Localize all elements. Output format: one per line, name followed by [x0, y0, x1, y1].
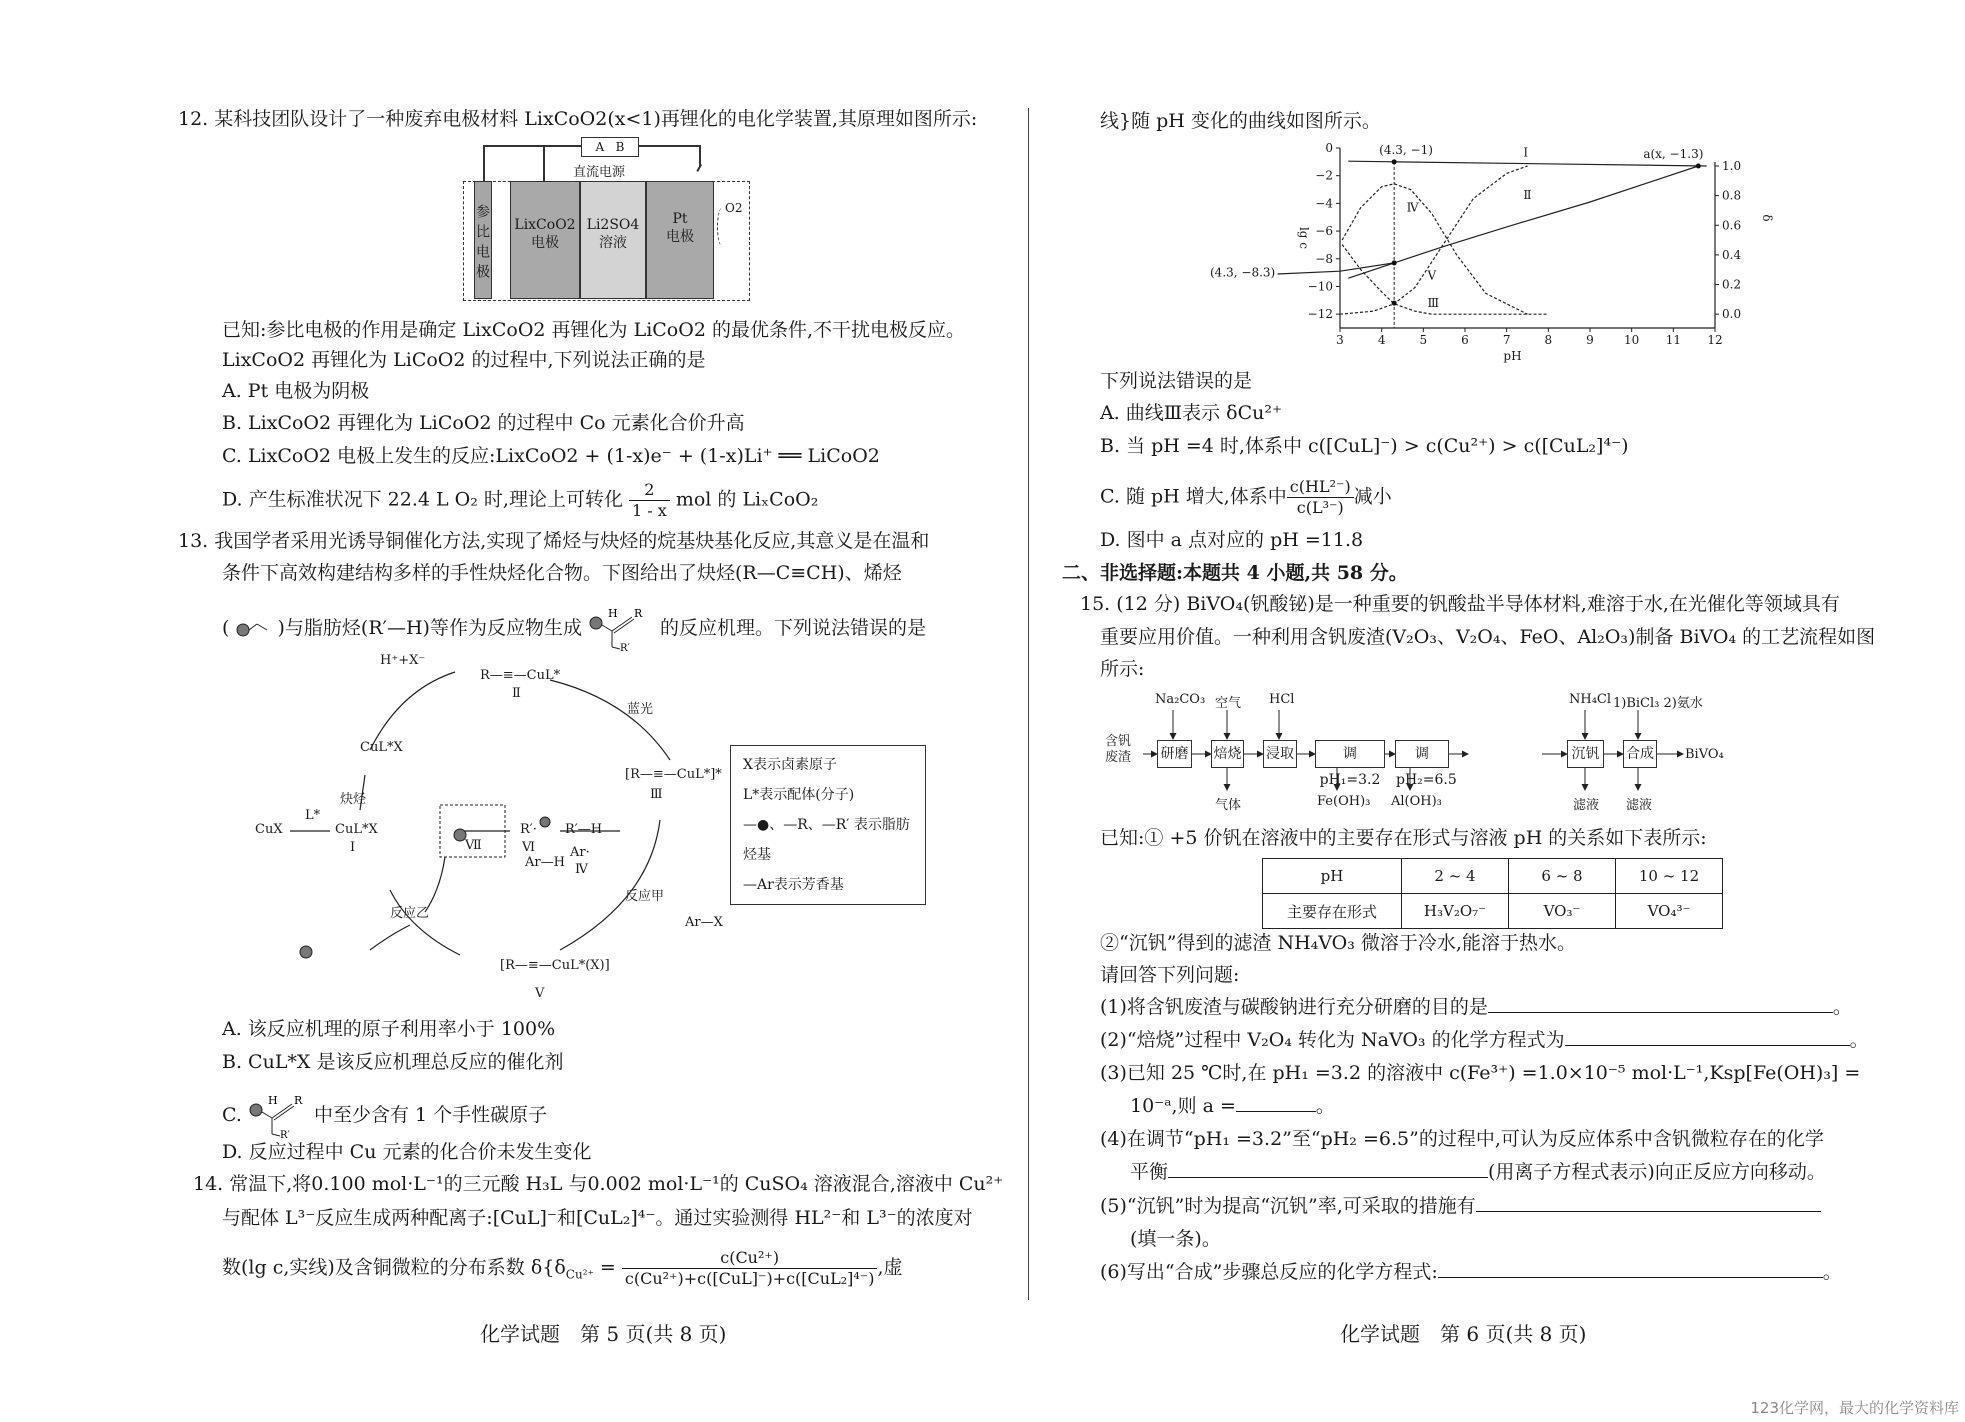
h-x-label: H⁺+X⁻	[380, 653, 426, 668]
q12-option-d-suffix: mol 的 LiₓCoO₂	[675, 488, 819, 511]
series-line-Ⅲ	[1342, 245, 1548, 315]
svg-text:R: R	[634, 607, 643, 620]
power-box	[581, 137, 639, 157]
q12-known-2: LixCoO2 再锂化为 LiCoO2 的过程中,下列说法正确的是	[222, 349, 706, 371]
q15-sub-1	[1100, 994, 1852, 1020]
series-line-Ⅴ	[1340, 166, 1528, 314]
fraction-denominator: c(L³⁻)	[1296, 498, 1344, 517]
q15-stem-3: 所示:	[1100, 658, 1145, 680]
table-cell: VO₄³⁻	[1616, 894, 1723, 929]
q13-stem-2: 条件下高效构建结构多样的手性炔烃化合物。下图给出了炔烃(R—C≡CH)、烯烃	[222, 562, 902, 584]
legend-item: L*表示配体(分子)	[743, 787, 855, 803]
q14-option-b[interactable]: B. 当 pH =4 时,体系中 c([CuL]⁻) > c(Cu²⁺) > c([CuL₂]⁴⁻)	[1100, 435, 1629, 457]
period: 。	[1822, 1261, 1842, 1283]
ar-radical: Ar·	[570, 845, 590, 860]
table-row	[1263, 859, 1723, 894]
intermediate-iii: [R—≡—CuL*]*	[625, 767, 722, 782]
reference-electrode-label: 参比电极	[474, 204, 490, 284]
y-tick-label: −10	[1307, 279, 1333, 294]
x-tick-label: 8	[1544, 333, 1553, 347]
y2-tick-label: 0.8	[1722, 188, 1742, 203]
table-cell: 6 ~ 8	[1509, 859, 1616, 894]
electrode-label: 电极	[531, 235, 559, 251]
data-point	[1696, 164, 1701, 169]
flow-input-line: 废渣	[1105, 750, 1132, 765]
page-footer-left: 化学试题 第 5 页(共 8 页)	[480, 1322, 727, 1346]
o2-label: O2	[725, 201, 743, 215]
lixcoo2-electrode	[510, 181, 580, 299]
intermediate-i: CuL*X	[335, 822, 378, 837]
fraction-denominator: 1 - x	[632, 501, 667, 520]
byproduct-al-oh3: Al(OH)₃	[1391, 794, 1442, 809]
flow-step-leaching: 浸取	[1263, 740, 1297, 768]
q13-option-a[interactable]: A. 该反应机理的原子利用率小于 100%	[222, 1018, 556, 1040]
intermediate-ii: R—≡—CuL*	[480, 668, 561, 683]
q13-stem-3	[222, 607, 927, 654]
period: 。	[1849, 1029, 1869, 1051]
cu-subscript: Cu²⁺	[565, 1267, 594, 1282]
arrow	[370, 672, 455, 750]
flow-output: BiVO₄	[1685, 747, 1724, 762]
x-tick-label: 3	[1336, 333, 1344, 347]
q15-sub-2	[1100, 1027, 1869, 1053]
reagent-hcl: HCl	[1269, 692, 1295, 707]
x-axis-title: pH	[1503, 349, 1522, 363]
reaction-jia-label: 反应甲	[625, 889, 665, 904]
annotation-label: (4.3, −8.3)	[1210, 265, 1276, 280]
q13-stem-1: 13. 我国学者采用光诱导铜催化方法,实现了烯烃与炔烃的烷基炔基化反应,其意义是在温和	[178, 530, 930, 552]
period: 。	[1315, 1095, 1335, 1117]
table-cell: H₃V₂O₇⁻	[1402, 894, 1509, 929]
q14-option-c-suffix: 减小	[1353, 485, 1392, 508]
table-cell: pH	[1263, 859, 1402, 894]
answer-blank-3[interactable]	[1236, 1093, 1316, 1112]
label-vii: Ⅶ	[465, 838, 482, 853]
answer-blank-6[interactable]	[1438, 1259, 1823, 1278]
answer-blank-2[interactable]	[1565, 1027, 1850, 1046]
r-prime-h: R′—H	[565, 822, 603, 837]
x-tick-label: 5	[1419, 333, 1428, 347]
fraction-numerator: 2	[629, 480, 670, 501]
q14-line-1: 14. 常温下,将0.100 mol·L⁻¹的三元酸 H₃L 与0.002 mol·L⁻¹的 CuSO₄ 溶液混合,溶液中 Cu²⁺	[193, 1173, 1004, 1195]
q15-sub-4-suffix: (用离子方程式表示)向正反应方向移动。	[1488, 1161, 1826, 1183]
label-iii: Ⅲ	[650, 787, 663, 802]
byproduct-fe-oh3: Fe(OH)₃	[1317, 794, 1371, 809]
q14-option-d[interactable]: D. 图中 a 点对应的 pH =11.8	[1100, 529, 1364, 551]
legend-item: X表示卤素原子	[743, 757, 837, 773]
label-v: Ⅴ	[535, 986, 545, 1001]
data-point	[1392, 260, 1397, 265]
reagent-air: 空气	[1215, 696, 1242, 711]
section-title: 二、非选择题:本题共 4 小题,共 58 分。	[1062, 562, 1408, 584]
period: 。	[1832, 996, 1852, 1018]
fraction-denominator: c(Cu²⁺)+c([CuL]⁻)+c([CuL₂]⁴⁻)	[624, 1269, 875, 1288]
y-tick-label: −12	[1307, 307, 1333, 322]
q15-sub-4-line-1: (4)在调节“pH₁ =3.2”至“pH₂ =6.5”的过程中,可认为反应体系中含钒微粒存在的化学	[1100, 1128, 1824, 1150]
fraction-numerator: c(HL²⁻)	[1287, 477, 1354, 498]
reaction-mechanism-diagram	[250, 650, 950, 1010]
y-axis-title: lg c	[1297, 226, 1311, 250]
blue-light-label: 蓝光	[627, 702, 654, 717]
svg-text:H: H	[608, 607, 618, 620]
table-cell: 2 ~ 4	[1402, 859, 1509, 894]
lixcoo2-label: LixCoO2	[514, 217, 576, 233]
q15-sub-5-text: (5)“沉钒”时为提高“沉钒”率,可采取的措施有	[1100, 1195, 1476, 1217]
label-ii: Ⅱ	[512, 686, 521, 701]
page-divider	[1028, 108, 1029, 1300]
fraction-numerator: c(Cu²⁺)	[622, 1248, 878, 1269]
pt-electrode	[646, 181, 714, 299]
table-row	[1263, 894, 1723, 929]
q12-known-1: 已知:参比电极的作用是确定 LixCoO2 再锂化为 LiCoO2 的最优条件,不干扰电极反应。	[222, 319, 965, 341]
curve-label: Ⅱ	[1523, 188, 1532, 203]
watermark: 123化学网，最大的化学资料库	[1750, 1399, 1959, 1417]
pt-electrode-label: 电极	[666, 229, 694, 245]
q12-stem: 12. 某科技团队设计了一种废弃电极材料 LixCoO2(x<1)再锂化的电化学装置,其原理如图所示:	[178, 108, 978, 130]
q12-option-b[interactable]: B. LixCoO2 再锂化为 LiCoO2 的过程中 Co 元素化合价升高	[222, 412, 745, 434]
power-label: 直流电源	[573, 165, 626, 180]
q15-sub-3-text: 10⁻ᵃ,则 a =	[1130, 1095, 1236, 1117]
y-tick-label: −6	[1315, 224, 1333, 239]
q14-line-3-prefix: 数(lg c,实线)及含铜微粒的分布系数 δ{δ	[222, 1256, 566, 1279]
series-line-Ⅰ	[1348, 161, 1706, 166]
alkyne-label: 炔烃	[340, 792, 367, 807]
svg-text:R: R	[293, 1094, 303, 1107]
flow-step-roasting: 焙烧	[1211, 740, 1244, 768]
answer-blank-4[interactable]	[1168, 1159, 1488, 1178]
reagent-na2co3: Na₂CO₃	[1155, 692, 1206, 707]
q13-option-c-text: 中至少含有 1 个手性碳原子	[314, 1104, 548, 1126]
process-flow-chart	[1105, 690, 1905, 815]
q12-option-d[interactable]	[222, 480, 818, 521]
y-tick-label: −4	[1315, 196, 1333, 211]
q13-option-d[interactable]: D. 反应过程中 Cu 元素的化合价未发生变化	[222, 1141, 592, 1163]
q15-sub-4-line-2	[1130, 1159, 1826, 1185]
q13-stem-3c: 的反应机理。下列说法错误的是	[660, 617, 927, 639]
curve-label: Ⅲ	[1427, 296, 1440, 311]
curve-label: Ⅳ	[1406, 200, 1419, 215]
q15-known-2: ②“沉钒”得到的滤渣 NH₄VO₃ 微溶于冷水,能溶于热水。	[1100, 932, 1576, 954]
wire	[639, 145, 699, 147]
svg-text:R′: R′	[279, 1130, 290, 1141]
flow-input-line: 含钒	[1105, 734, 1132, 749]
q13-option-b[interactable]: B. CuL*X 是该反应机理总反应的催化剂	[222, 1051, 564, 1073]
r-prime-radical: R′·	[520, 822, 537, 837]
q15-sub-2-text: (2)“焙烧”过程中 V₂O₄ 转化为 NaVO₃ 的化学方程式为	[1100, 1029, 1565, 1051]
y2-tick-label: 1.0	[1722, 159, 1742, 173]
q15-sub-6	[1100, 1259, 1842, 1285]
q14-line-3	[222, 1248, 903, 1289]
q13-option-c[interactable]	[222, 1094, 548, 1141]
x-tick-label: 12	[1707, 333, 1723, 347]
li2so4-label: Li2SO4	[586, 217, 640, 233]
q15-sub-4-text: 平衡	[1130, 1161, 1169, 1183]
svg-text:R′: R′	[620, 643, 630, 654]
answer-blank-5[interactable]	[1476, 1193, 1821, 1212]
mechanism-legend	[730, 745, 926, 905]
q12-option-d-prefix: D. 产生标准状况下 22.4 L O₂ 时,理论上可转化	[222, 488, 623, 511]
q14-option-c-prefix: C. 随 pH 增大,体系中	[1100, 485, 1287, 508]
x-tick-label: 9	[1586, 333, 1594, 347]
q15-prompt: 请回答下列问题:	[1100, 964, 1240, 986]
q14-option-c-fraction	[1287, 477, 1354, 518]
switch-icon	[696, 164, 701, 172]
intermediate-v: [R—≡—CuL*(X)]	[500, 958, 610, 973]
x-tick-label: 7	[1502, 333, 1511, 347]
arrow	[390, 890, 460, 955]
y2-axis-title: δ	[1760, 214, 1774, 222]
x-tick-label: 4	[1377, 333, 1386, 347]
q14-continuation: 线}随 pH 变化的曲线如图所示。	[1100, 110, 1381, 132]
q13-stem-3b: )与脂肪烃(R′—H)等作为反应物生成	[277, 617, 582, 639]
byproduct-gas: 气体	[1215, 798, 1242, 813]
q12-option-a[interactable]: A. Pt 电极为阴极	[222, 380, 370, 402]
ligand-label: L*	[305, 808, 321, 823]
q15-stem-1: 15. (12 分) BiVO₄(钒酸铋)是一种重要的钒酸盐半导体材料,难溶于水,在光催化等领域具有	[1080, 593, 1840, 615]
x-tick-label: 6	[1461, 333, 1469, 347]
alkene-icon	[235, 620, 271, 638]
alkyne-copper-complex: CuL*X	[360, 740, 403, 755]
curve-label: Ⅰ	[1523, 145, 1529, 160]
answer-blank-1[interactable]	[1488, 994, 1833, 1013]
flow-step-grinding: 研磨	[1157, 740, 1192, 768]
x-tick-label: 10	[1624, 333, 1640, 347]
y2-tick-label: 0.0	[1722, 307, 1742, 322]
annotation-label: (4.3, −1)	[1379, 142, 1433, 157]
legend-item: —Ar表示芳香基	[743, 877, 844, 893]
data-point	[1392, 301, 1397, 306]
x-tick-label: 11	[1665, 333, 1681, 347]
q15-known-1: 已知:① +5 价钒在溶液中的主要存在形式与溶液 pH 的关系如下表所示:	[1100, 827, 1707, 849]
q15-sub-1-text: (1)将含钒废渣与碳酸钠进行充分研磨的目的是	[1100, 996, 1488, 1018]
gas-arrow-icon	[717, 207, 728, 247]
y-tick-label: −8	[1315, 251, 1333, 266]
q14-line-3-suffix: ,虚	[877, 1256, 903, 1279]
wire	[483, 145, 485, 181]
byproduct-filtrate: 滤液	[1626, 798, 1653, 813]
reaction-yi-label: 反应乙	[390, 906, 430, 921]
byproduct-filtrate: 滤液	[1573, 798, 1600, 813]
q12-option-d-fraction	[629, 480, 670, 521]
flow-step-ph2: 调pH₂=6.5	[1395, 740, 1449, 768]
electrochemical-cell-figure	[455, 135, 755, 305]
terminal-b-label: B	[615, 140, 625, 154]
ar-h: Ar—H	[525, 855, 565, 870]
ph-distribution-chart	[1210, 138, 1774, 363]
legend-item: —●、—R、—R′ 表示脂肪烃基	[743, 817, 910, 863]
series-line-Ⅱ	[1348, 166, 1698, 278]
annotation-label: a(x, −1.3)	[1643, 147, 1704, 161]
y-tick-label: −2	[1315, 168, 1333, 183]
y2-tick-label: 0.6	[1722, 218, 1742, 233]
curve-label: Ⅴ	[1427, 268, 1437, 283]
table-cell: 主要存在形式	[1263, 894, 1402, 929]
label-i: Ⅰ	[350, 840, 356, 855]
distribution-coefficient-fraction	[622, 1248, 878, 1289]
vanadium-species-table	[1262, 858, 1723, 929]
y2-tick-label: 0.2	[1722, 277, 1742, 292]
q15-stem-2: 重要应用价值。一种利用含钒废渣(V₂O₃、V₂O₄、FeO、Al₂O₃)制备 BiVO₄ 的工艺流程如图	[1100, 626, 1876, 648]
q14-option-a[interactable]: A. 曲线Ⅲ表示 δCu²⁺	[1100, 402, 1283, 424]
q14-line-2: 与配体 L³⁻反应生成两种配离子:[CuL]⁻和[CuL₂]⁴⁻。通过实验测得 HL²⁻和 L³⁻的浓度对	[222, 1207, 973, 1229]
chiral-alkyne-structure-icon	[248, 1094, 308, 1141]
arrow	[550, 680, 670, 760]
solution-label: 溶液	[599, 235, 627, 251]
q15-sub-3-line-2	[1130, 1093, 1335, 1119]
flow-input	[1105, 734, 1131, 766]
paren: (	[222, 617, 230, 639]
terminal-a-label: A	[595, 140, 605, 154]
q14-option-c[interactable]	[1100, 477, 1392, 518]
cux-label: CuX	[255, 822, 283, 837]
reagent-bicl3-ammonia: 1)BiCl₃ 2)氨水	[1613, 696, 1703, 711]
table-cell: 10 ~ 12	[1616, 859, 1723, 894]
flow-step-ph1: 调pH₁=3.2	[1315, 740, 1385, 768]
q15-sub-5-line-2: (填一条)。	[1130, 1228, 1221, 1250]
wire	[543, 145, 545, 181]
flow-step-synthesis: 合成	[1623, 740, 1657, 768]
electrolyte	[580, 181, 646, 299]
q15-sub-5-line-1	[1100, 1193, 1821, 1219]
reference-electrode	[474, 181, 492, 299]
q14-question: 下列说法错误的是	[1100, 370, 1253, 392]
flow-step-vanadium-precipitation: 沉钒	[1567, 740, 1604, 768]
wire	[483, 145, 581, 147]
svg-text:H: H	[267, 1094, 278, 1107]
table-cell: VO₃⁻	[1509, 894, 1616, 929]
arrow	[370, 925, 410, 950]
reagent-nh4cl: NH₄Cl	[1569, 692, 1612, 707]
y2-tick-label: 0.4	[1722, 247, 1742, 262]
chiral-alkyne-product-icon	[588, 607, 654, 654]
q15-sub-3-line-1: (3)已知 25 ℃时,在 pH₁ =3.2 的溶液中 c(Fe³⁺) =1.0×10⁻⁵ mol·L⁻¹,Ksp[Fe(OH)₃] =	[1100, 1062, 1861, 1084]
q13-option-c-label: C.	[222, 1104, 242, 1126]
pt-label: Pt	[672, 211, 688, 227]
q12-option-c[interactable]: C. LixCoO2 电极上发生的反应:LixCoO2 + (1-x)e⁻ + (1-x)Li⁺ ══ LiCoO2	[222, 445, 880, 467]
data-point	[1392, 159, 1397, 164]
ar-x: Ar—X	[685, 915, 723, 930]
q15-sub-6-text: (6)写出“合成”步骤总反应的化学方程式:	[1100, 1261, 1438, 1283]
page-footer-right: 化学试题 第 6 页(共 8 页)	[1340, 1322, 1587, 1346]
label-iv: Ⅳ	[575, 862, 588, 877]
equals: =	[599, 1256, 616, 1279]
label-vi: Ⅵ	[522, 840, 536, 855]
y-tick-label: 0	[1325, 141, 1333, 155]
